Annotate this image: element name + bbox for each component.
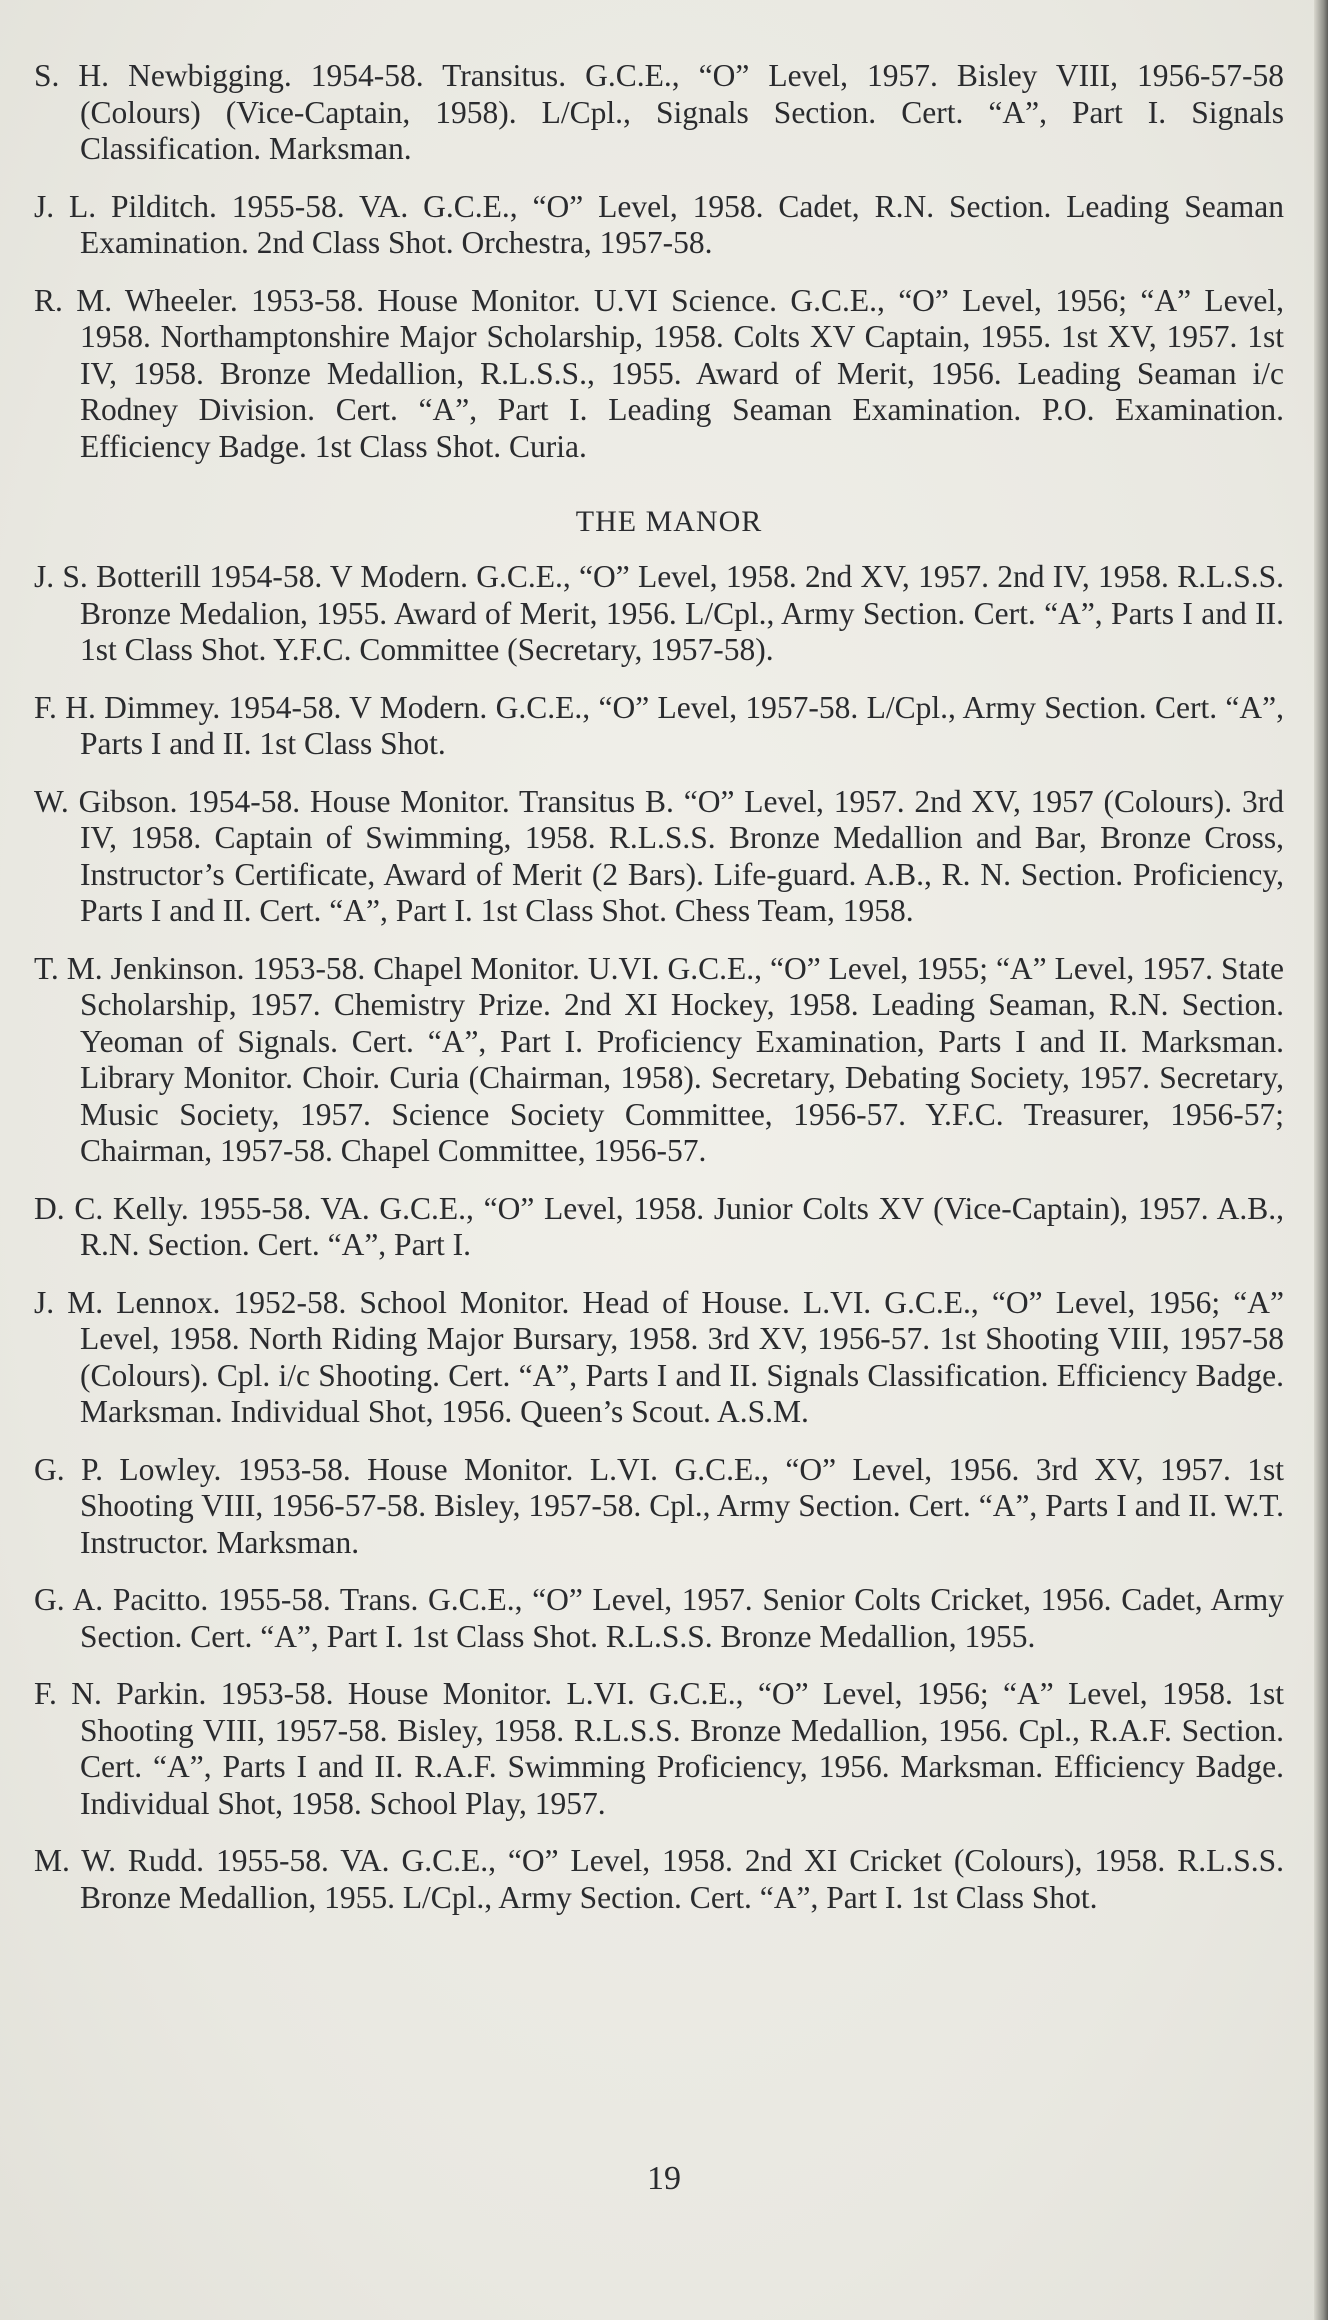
page-binding-edge	[1314, 0, 1328, 2320]
entry-dimmey: F. H. Dimmey. 1954-58. V Modern. G.C.E., “O” Level, 1957-58. L/Cpl., Army Section. Cert. “A”, Parts I and II. 1st Class Shot.	[34, 689, 1284, 761]
entry-wheeler: R. M. Wheeler. 1953-58. House Monitor. U.VI Science. G.C.E., “O” Level, 1956; “A” Level, 1958. Northamptonshire Major Scholarship, 1958. Colts XV Captain, 1955. 1st XV, 1957. 1st IV, 1958. Bronze Medallion, R.L.S.S., 1955. Award of Merit, 1956. Leading Seaman i/c Rodney Division. Cert. “A”, Part I. Leading Seaman Examination. P.O. Examination. Efficiency Badge. 1st Class Shot. Curia.	[34, 282, 1284, 464]
entry-gibson: W. Gibson. 1954-58. House Monitor. Transitus B. “O” Level, 1957. 2nd XV, 1957 (Colours). 3rd IV, 1958. Captain of Swimming, 1958. R.L.S.S. Bronze Medallion and Bar, Bronze Cross, Instructor’s Certificate, Award of Merit (2 Bars). Life-guard. A.B., R. N. Section. Proficiency, Parts I and II. Cert. “A”, Part I. 1st Class Shot. Chess Team, 1958.	[34, 783, 1284, 928]
page-content	[34, 58, 1284, 1937]
section-heading: THE MANOR	[575, 505, 763, 538]
entry-lennox: J. M. Lennox. 1952-58. School Monitor. Head of House. L.VI. G.C.E., “O” Level, 1956; “A” Level, 1958. North Riding Major Bursary, 1958. 3rd XV, 1956-57. 1st Shooting VIII, 1957-58 (Colours). Cpl. i/c Shooting. Cert. “A”, Parts I and II. Signals Classification. Efficiency Badge. Marksman. Individual Shot, 1956. Queen’s Scout. A.S.M.	[34, 1284, 1284, 1429]
entry-botterill: J. S. Botterill 1954-58. V Modern. G.C.E., “O” Level, 1958. 2nd XV, 1957. 2nd IV, 1958. R.L.S.S. Bronze Medalion, 1955. Award of Merit, 1956. L/Cpl., Army Section. Cert. “A”, Parts I and II. 1st Class Shot. Y.F.C. Committee (Secretary, 1957-58).	[34, 559, 1284, 667]
entry-kelly: D. C. Kelly. 1955-58. VA. G.C.E., “O” Level, 1958. Junior Colts XV (Vice-Captain), 1957. A.B., R.N. Section. Cert. “A”, Part I.	[34, 1190, 1284, 1262]
entry-rudd: M. W. Rudd. 1955-58. VA. G.C.E., “O” Level, 1958. 2nd XI Cricket (Colours), 1958. R.L.S.S. Bronze Medallion, 1955. L/Cpl., Army Section. Cert. “A”, Part I. 1st Class Shot.	[34, 1843, 1284, 1915]
entry-newbigging: S. H. Newbigging. 1954-58. Transitus. G.C.E., “O” Level, 1957. Bisley VIII, 1956-57-58 (Colours) (Vice-Captain, 1958). L/Cpl., Signals Section. Cert. “A”, Part I. Signals Classification. Marksman.	[34, 58, 1284, 166]
entry-pacitto: G. A. Pacitto. 1955-58. Trans. G.C.E., “O” Level, 1957. Senior Colts Cricket, 1956. Cadet, Army Section. Cert. “A”, Part I. 1st Class Shot. R.L.S.S. Bronze Medallion, 1955.	[34, 1582, 1284, 1654]
page-number: 19	[647, 2160, 681, 2197]
entry-pilditch: J. L. Pilditch. 1955-58. VA. G.C.E., “O” Level, 1958. Cadet, R.N. Section. Leading Seaman Examination. 2nd Class Shot. Orchestra, 1957-58.	[34, 188, 1284, 260]
entry-jenkinson: T. M. Jenkinson. 1953-58. Chapel Monitor. U.VI. G.C.E., “O” Level, 1955; “A” Level, 1957. State Scholarship, 1957. Chemistry Prize. 2nd XI Hockey, 1958. Leading Seaman, R.N. Section. Yeoman of Signals. Cert. “A”, Part I. Proficiency Examination, Parts I and II. Marksman. Library Monitor. Choir. Curia (Chairman, 1958). Secretary, Debating Society, 1957. Secretary, Music Society, 1957. Science Society Committee, 1956-57. Y.F.C. Treasurer, 1956-57; Chairman, 1957-58. Chapel Committee, 1956-57.	[34, 950, 1284, 1168]
entry-parkin: F. N. Parkin. 1953-58. House Monitor. L.VI. G.C.E., “O” Level, 1956; “A” Level, 1958. 1st Shooting VIII, 1957-58. Bisley, 1958. R.L.S.S. Bronze Medallion, 1956. Cpl., R.A.F. Section. Cert. “A”, Parts I and II. R.A.F. Swimming Proficiency, 1956. Marksman. Efficiency Badge. Individual Shot, 1958. School Play, 1957.	[34, 1676, 1284, 1821]
entry-lowley: G. P. Lowley. 1953-58. House Monitor. L.VI. G.C.E., “O” Level, 1956. 3rd XV, 1957. 1st Shooting VIII, 1956-57-58. Bisley, 1957-58. Cpl., Army Section. Cert. “A”, Parts I and II. W.T. Instructor. Marksman.	[34, 1451, 1284, 1560]
